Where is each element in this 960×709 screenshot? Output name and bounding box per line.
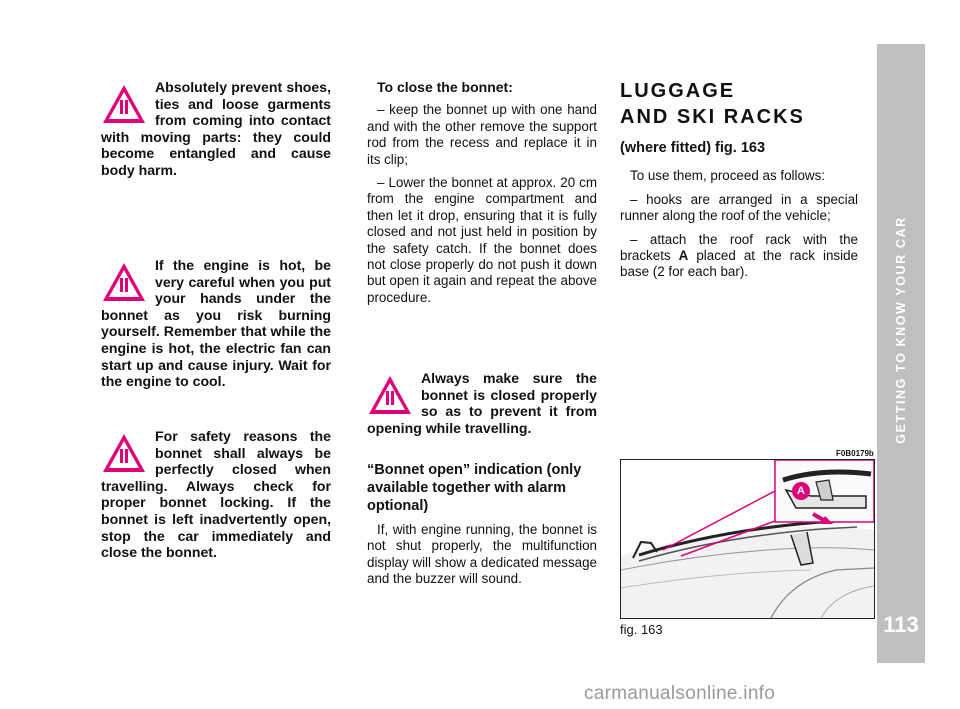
roof-rack-figure <box>620 459 875 619</box>
close-step: – keep the bonnet up with one hand and with the other remove the support rod from the recess and replace it in its clip; <box>367 102 597 167</box>
intro-text: To use them, proceed as follows: <box>630 168 826 184</box>
warning-box-3 <box>101 428 331 561</box>
indication-heading: “Bonnet open” indication (only available together with alarm optional) <box>367 462 582 514</box>
middle-column <box>367 79 597 313</box>
warning-text: For safety reasons the bonnet shall always be perfectly closed when travelling. Always check for proper bonnet locking. If the bonnet is left inadvertently open, stop the car immediately and close the bonnet. <box>101 428 331 561</box>
warning-box-2 <box>101 257 331 390</box>
warning-text: Always make sure the bonnet is closed properly so as to prevent it from opening while travelling. <box>367 370 597 436</box>
figure-label-A: A <box>797 485 805 497</box>
warning-triangle-icon <box>101 432 147 474</box>
indication-block <box>367 461 597 595</box>
bracket-label: A <box>678 248 689 264</box>
figure-caption: fig. 163 <box>620 622 663 637</box>
warning-triangle-icon <box>101 261 147 303</box>
attach-text: – attach the roof rack with the brackets A placed at the rack inside base (2 for each bar). <box>620 231 858 280</box>
warning-box-middle <box>367 370 597 436</box>
step-text: – hooks are arranged in a special runner along the roof of the vehicle; <box>620 191 858 224</box>
warning-triangle-icon <box>367 374 413 416</box>
roof-rack-illustration <box>621 460 874 618</box>
indication-text: If, with engine running, the bonnet is not shut properly, the multifunction display will show a dedicated message and the buzzer will sound. <box>367 522 597 587</box>
section-title: LUGGAGE <box>620 80 736 102</box>
warning-triangle-icon <box>101 83 147 125</box>
figure-code: F0B0179b <box>836 449 874 458</box>
chapter-label: GETTING TO KNOW YOUR CAR <box>894 216 908 444</box>
section-subtitle: (where fitted) fig. 163 <box>620 140 766 156</box>
warning-box-1 <box>101 79 331 179</box>
warning-text: Absolutely prevent shoes, ties and loose garments from coming into contact with moving parts: they could become entangled and cause body harm. <box>101 79 331 178</box>
warning-text: If the engine is hot, be very careful when you put your hands under the bonnet as you risk burning yourself. Remember that while the engine is hot, the electric fan can start up and cause injury. Wait for the engine to cool. <box>101 257 331 390</box>
page-number: 113 <box>883 612 919 637</box>
right-column <box>620 78 858 288</box>
section-title: AND SKI RACKS <box>620 106 805 128</box>
watermark: carmanualsonline.info <box>584 683 776 704</box>
close-bonnet-heading: To close the bonnet: <box>377 79 513 95</box>
close-step: – Lower the bonnet at approx. 20 cm from the engine compartment and then let it drop, ensuring that it is fully closed and not just held in position by the safety catch. If the bonnet does not close properly do not push it down but open it again and repeat the above procedure. <box>367 175 597 305</box>
